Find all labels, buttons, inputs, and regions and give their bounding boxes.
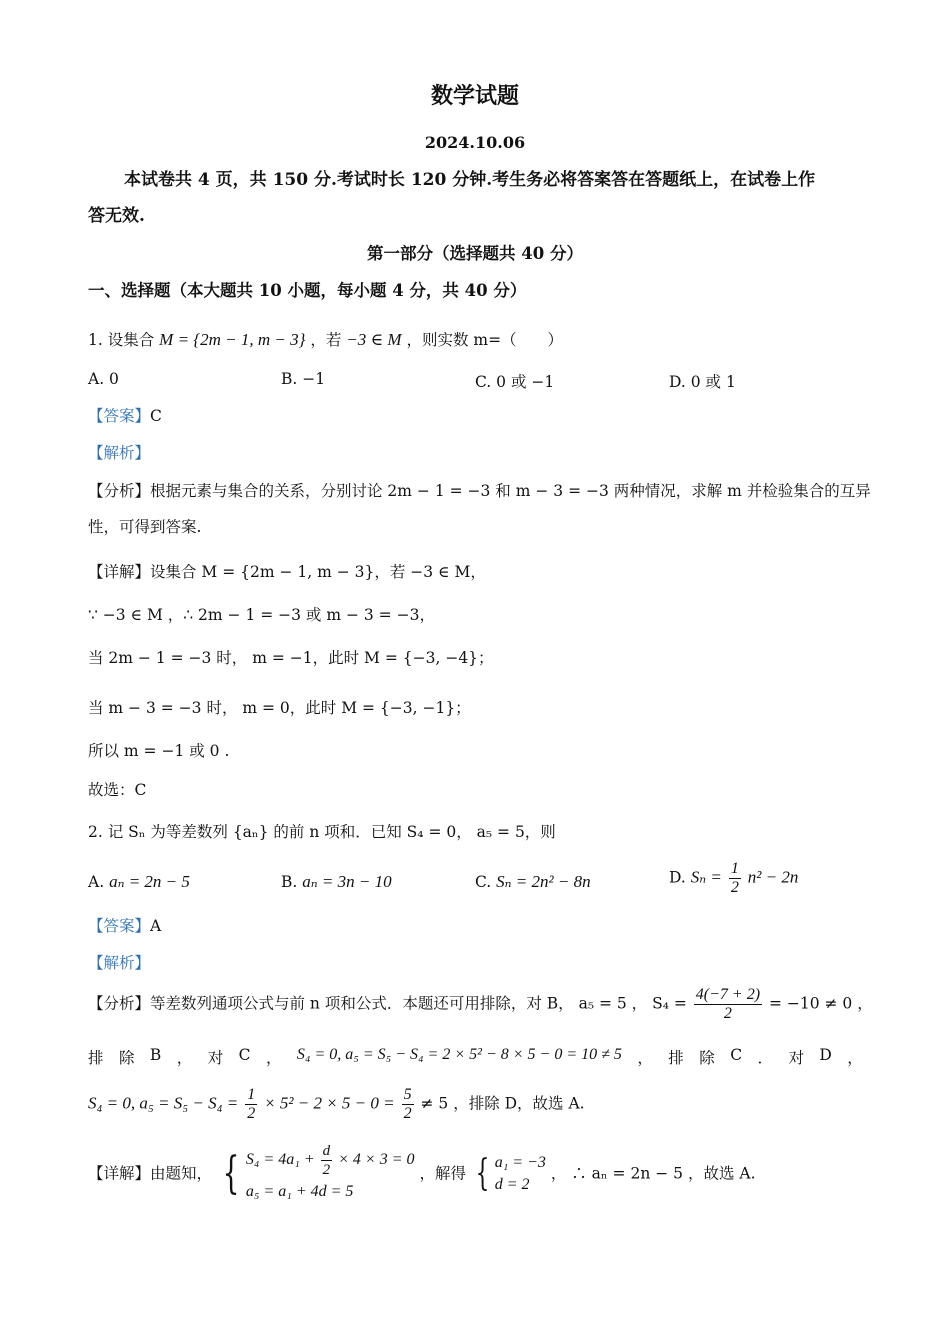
q1-stem-text-2: ，若 [310, 331, 342, 349]
numerator: 1 [730, 860, 739, 877]
q2-option-d [669, 860, 798, 897]
word: 对 [788, 1049, 804, 1067]
q1-option-c: C. 0 或 −1 [475, 373, 555, 391]
option-label: B. [281, 873, 298, 891]
equation-system [246, 1142, 415, 1205]
word: C [238, 1046, 251, 1064]
solution-1: a₁ = −3 [494, 1153, 546, 1171]
option-label: A. [88, 873, 105, 891]
q1-option-a: A. 0 [88, 370, 119, 388]
numerator: 4(−7 + 2) [695, 986, 761, 1003]
q1-detail-line-1: 【详解】设集合 M = {2m − 1, m − 3}，若 −3 ∈ M， [88, 563, 486, 581]
word: ． [757, 1049, 774, 1067]
formula: S₄ = 4a₁ + [245, 1151, 315, 1169]
question-1-stem [88, 330, 563, 350]
q2-detail [88, 1142, 756, 1205]
denominator: 2 [322, 1162, 331, 1178]
left-brace: { [222, 1147, 240, 1199]
word: 除 [118, 1049, 135, 1067]
word: C [730, 1046, 743, 1064]
word: 排 [668, 1049, 684, 1067]
word: ， [637, 1049, 653, 1067]
word: B [149, 1046, 162, 1064]
intro-line-1: 本试卷共 4 页，共 150 分.考试时长 120 分钟.考生务必将答案答在答题纸上，在试卷上作 [124, 170, 816, 190]
q1-fenxi-line-1: 【分析】根据元素与集合的关系，分别讨论 2m − 1 = −3 和 m − 3 = −3 两种情况，求解 m 并检验集合的互异 [88, 482, 871, 500]
q2-option-a [88, 872, 190, 892]
q1-detail-line-5: 所以 m = −1 或 0 . [88, 742, 230, 760]
solution-2: d = 2 [494, 1175, 530, 1193]
answer-tag: 【答案】 [88, 407, 151, 425]
fraction [694, 986, 762, 1023]
option-formula: n² − 2n [747, 867, 799, 887]
equation-2: a₅ = a₁ + 4d = 5 [245, 1183, 354, 1200]
denominator: 2 [403, 1105, 412, 1122]
part-heading: 第一部分（选择题共 40 分） [367, 244, 583, 263]
word: ， [176, 1049, 193, 1067]
q2-fenxi-line-2 [88, 1046, 863, 1068]
q2-option-c [475, 872, 591, 892]
q2-analysis-tag: 【解析】 [88, 954, 151, 972]
left-brace: { [475, 1152, 490, 1194]
intro-line-2: 答无效. [88, 206, 145, 226]
q1-option-d: D. 0 或 1 [669, 373, 736, 391]
option-label: C. [475, 873, 492, 891]
denominator: 2 [730, 879, 739, 896]
equation-1 [246, 1142, 415, 1179]
formula: × 4 × 3 = 0 [338, 1151, 415, 1169]
word: 对 [207, 1049, 224, 1067]
exam-date: 2024.10.06 [424, 133, 526, 152]
word: ， [265, 1049, 282, 1067]
q1-option-b: B. −1 [281, 370, 326, 388]
denominator: 2 [247, 1105, 256, 1122]
q1-answer [88, 406, 162, 426]
answer-value: C [150, 407, 162, 425]
formula: × 5² − 2 × 5 − 0 = [264, 1093, 395, 1113]
q1-choice: 故选：C [88, 781, 147, 799]
formula: S₄ = 0, a₅ = S₅ − S₄ = 2 × 5² − 8 × 5 − 0 = 10 ≠ 5 [296, 1046, 622, 1063]
fraction [402, 1086, 414, 1123]
option-formula: Sₙ = 2n² − 8n [496, 872, 591, 891]
word: D [819, 1046, 832, 1064]
numerator: d [322, 1143, 331, 1159]
q2-answer [88, 916, 161, 936]
text: 【分析】等差数列通项公式与前 n 项和公式．本题还可用排除，对 B， a₅ = 5 ， S₄ = [88, 994, 687, 1013]
q1-stem-text-3: ，则实数 m=（ ） [406, 331, 564, 349]
q1-set-expression: M = {2m − 1, m − 3} [159, 330, 306, 349]
word: 排 [88, 1049, 104, 1067]
word: ， [847, 1049, 863, 1067]
text: ， ∴ aₙ = 2n − 5 ，故选 A. [550, 1164, 756, 1183]
fraction [729, 860, 741, 897]
question-2-stem: 2. 记 Sₙ 为等差数列 {aₙ} 的前 n 项和．已知 S₄ = 0， a₅ = 5，则 [88, 823, 556, 841]
option-label: D. [669, 868, 686, 887]
word: 除 [699, 1049, 715, 1067]
answer-value: A [150, 917, 162, 935]
solution-system [495, 1152, 546, 1196]
q1-detail-line-3: 当 2m − 1 = −3 时， m = −1，此时 M = {−3, −4}； [88, 649, 494, 667]
q1-fenxi-line-2: 性，可得到答案. [88, 518, 202, 536]
q1-analysis-tag: 【解析】 [88, 444, 151, 462]
formula: S₄ = 0, a₅ = S₅ − S₄ = [88, 1093, 239, 1113]
q1-detail-line-2: ∵ −3 ∈ M ，∴ 2m − 1 = −3 或 m − 3 = −3， [88, 606, 435, 624]
q2-fenxi-line-3 [88, 1086, 585, 1123]
fraction [245, 1086, 257, 1123]
q1-condition: −3 ∈ M [346, 330, 402, 349]
q1-detail-line-4: 当 m − 3 = −3 时， m = 0，此时 M = {−3, −1}； [88, 699, 471, 717]
q1-stem-text: 1. 设集合 [88, 331, 155, 349]
denominator: 2 [723, 1005, 732, 1022]
page-title: 数学试题 [430, 83, 519, 109]
numerator: 5 [403, 1086, 412, 1103]
section-heading: 一、选择题（本大题共 10 小题，每小题 4 分，共 40 分） [88, 281, 527, 300]
numerator: 1 [247, 1086, 256, 1103]
option-formula: aₙ = 3n − 10 [302, 872, 392, 891]
option-formula: Sₙ = [690, 867, 722, 887]
answer-tag: 【答案】 [88, 917, 151, 935]
q2-fenxi-line-1 [88, 986, 873, 1023]
fraction [321, 1142, 333, 1179]
option-formula: aₙ = 2n − 5 [109, 872, 190, 891]
text: 【详解】由题知， [88, 1164, 213, 1183]
text: ，解得 [419, 1164, 466, 1183]
text: ≠ 5 ，排除 D，故选 A. [420, 1094, 585, 1113]
q2-option-b [281, 872, 392, 892]
text: = −10 ≠ 0 ， [768, 994, 873, 1013]
